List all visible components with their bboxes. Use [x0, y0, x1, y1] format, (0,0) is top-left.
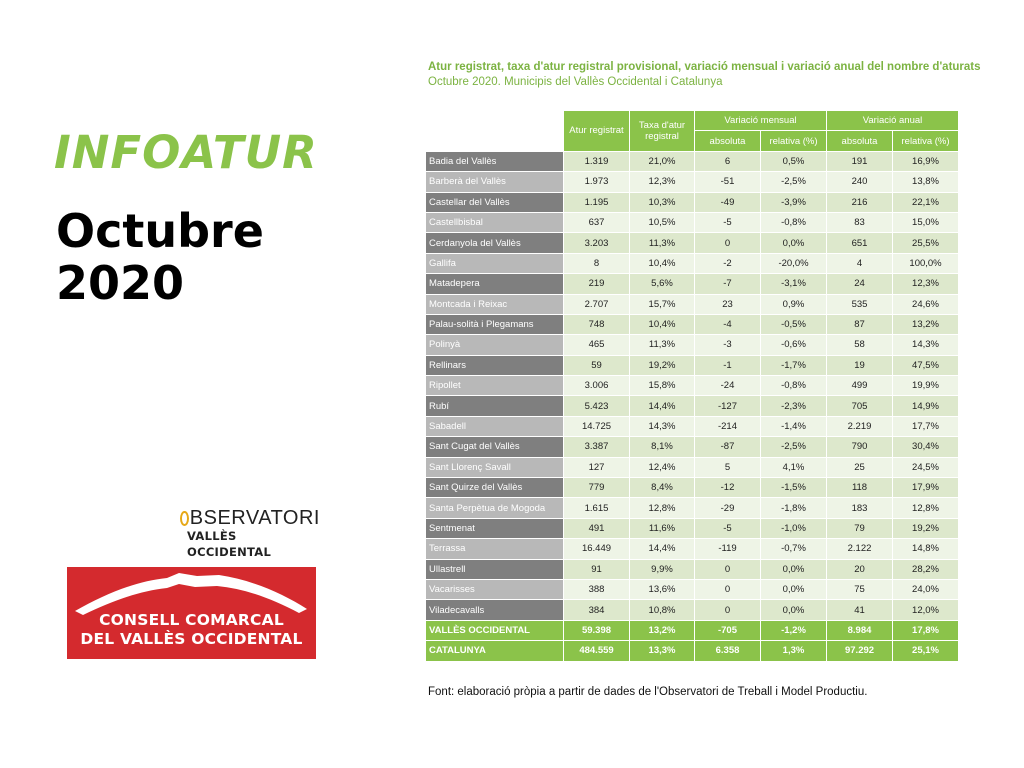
- municipality-cell: Ripollet: [426, 376, 564, 396]
- table-heading: [428, 60, 988, 90]
- municipality-cell: Sant Quirze del Vallès: [426, 478, 564, 498]
- municipality-cell: Cerdanyola del Vallès: [426, 233, 564, 253]
- table-row: [426, 151, 959, 171]
- header-empty: [426, 111, 564, 152]
- value-cell: 11,6%: [630, 518, 695, 538]
- value-cell: -24: [695, 376, 761, 396]
- municipality-cell: Polinyà: [426, 335, 564, 355]
- value-cell: 14,4%: [630, 539, 695, 559]
- value-cell: 219: [564, 274, 630, 294]
- value-cell: 14,8%: [893, 539, 959, 559]
- value-cell: 10,5%: [630, 212, 695, 232]
- value-cell: 14,4%: [630, 396, 695, 416]
- value-cell: 19,9%: [893, 376, 959, 396]
- value-cell: 58: [827, 335, 893, 355]
- value-cell: -5: [695, 212, 761, 232]
- period-title: [56, 205, 264, 309]
- value-cell: 191: [827, 151, 893, 171]
- value-cell: 0,0%: [761, 579, 827, 599]
- value-cell: 100,0%: [893, 253, 959, 273]
- value-cell: 0,0%: [761, 233, 827, 253]
- header-mensual-relativa: relativa (%): [761, 131, 827, 151]
- infoatur-title: INFOATUR: [54, 126, 318, 179]
- table-row: [426, 253, 959, 273]
- table-title: Atur registrat, taxa d'atur registral provisional, variació mensual i variació anual del nombre d'aturats: [428, 61, 981, 73]
- municipality-cell: Badia del Vallès: [426, 151, 564, 171]
- value-cell: 790: [827, 437, 893, 457]
- value-cell: -20,0%: [761, 253, 827, 273]
- value-cell: -4: [695, 314, 761, 334]
- council-logo: [67, 567, 316, 659]
- value-cell: 5: [695, 457, 761, 477]
- value-cell: 24,5%: [893, 457, 959, 477]
- value-cell: 240: [827, 172, 893, 192]
- value-cell: 17,7%: [893, 416, 959, 436]
- value-cell: -0,8%: [761, 376, 827, 396]
- value-cell: 8,1%: [630, 437, 695, 457]
- table-row: [426, 314, 959, 334]
- observatori-circle-icon: [180, 511, 189, 526]
- municipality-cell: Sant Cugat del Vallès: [426, 437, 564, 457]
- value-cell: 4,1%: [761, 457, 827, 477]
- value-cell: 384: [564, 600, 630, 620]
- value-cell: 388: [564, 579, 630, 599]
- value-cell: 15,7%: [630, 294, 695, 314]
- value-cell: 11,3%: [630, 233, 695, 253]
- value-cell: -0,8%: [761, 212, 827, 232]
- value-cell: -214: [695, 416, 761, 436]
- table-row: [426, 335, 959, 355]
- value-cell: -3,9%: [761, 192, 827, 212]
- value-cell: 24,0%: [893, 579, 959, 599]
- value-cell: 637: [564, 212, 630, 232]
- value-cell: 75: [827, 579, 893, 599]
- value-cell: 183: [827, 498, 893, 518]
- table-row: [426, 192, 959, 212]
- value-cell: -49: [695, 192, 761, 212]
- table-row: [426, 498, 959, 518]
- municipality-cell: Barberà del Vallès: [426, 172, 564, 192]
- unemployment-table: [425, 110, 959, 662]
- observatori-name-rest: BSERVATORI: [189, 507, 320, 529]
- value-cell: 3.387: [564, 437, 630, 457]
- value-cell: -2,5%: [761, 172, 827, 192]
- table-row: [426, 172, 959, 192]
- value-cell: -2,3%: [761, 396, 827, 416]
- municipality-cell: Matadepera: [426, 274, 564, 294]
- value-cell: -3,1%: [761, 274, 827, 294]
- value-cell: 20: [827, 559, 893, 579]
- value-cell: -7: [695, 274, 761, 294]
- value-cell: 1.319: [564, 151, 630, 171]
- municipality-cell: Ullastrell: [426, 559, 564, 579]
- value-cell: 0,5%: [761, 151, 827, 171]
- table-row: [426, 233, 959, 253]
- value-cell: 2.219: [827, 416, 893, 436]
- value-cell: 12,4%: [630, 457, 695, 477]
- value-cell: 13,8%: [893, 172, 959, 192]
- municipality-cell: Castellar del Vallès: [426, 192, 564, 212]
- municipality-cell: Santa Perpètua de Mogoda: [426, 498, 564, 518]
- value-cell: 97.292: [827, 641, 893, 661]
- value-cell: -5: [695, 518, 761, 538]
- value-cell: 19,2%: [630, 355, 695, 375]
- value-cell: 28,2%: [893, 559, 959, 579]
- value-cell: 0: [695, 600, 761, 620]
- header-var-anual: Variació anual: [827, 111, 959, 131]
- value-cell: 16,9%: [893, 151, 959, 171]
- value-cell: 2.707: [564, 294, 630, 314]
- value-cell: -119: [695, 539, 761, 559]
- value-cell: 1.973: [564, 172, 630, 192]
- municipality-cell: Terrassa: [426, 539, 564, 559]
- value-cell: 705: [827, 396, 893, 416]
- period-month: Octubre: [56, 204, 264, 258]
- value-cell: 1.615: [564, 498, 630, 518]
- value-cell: 0: [695, 579, 761, 599]
- value-cell: -2,5%: [761, 437, 827, 457]
- municipality-cell: Sant Llorenç Savall: [426, 457, 564, 477]
- value-cell: 12,0%: [893, 600, 959, 620]
- value-cell: 6: [695, 151, 761, 171]
- value-cell: 24: [827, 274, 893, 294]
- table-row: [426, 396, 959, 416]
- observatori-logo: [180, 507, 320, 559]
- value-cell: 21,0%: [630, 151, 695, 171]
- value-cell: -51: [695, 172, 761, 192]
- value-cell: -0,7%: [761, 539, 827, 559]
- value-cell: 25,1%: [893, 641, 959, 661]
- header-atur: Atur registrat: [564, 111, 630, 152]
- value-cell: 9,9%: [630, 559, 695, 579]
- header-anual-absoluta: absoluta: [827, 131, 893, 151]
- value-cell: -1,7%: [761, 355, 827, 375]
- table-row: [426, 294, 959, 314]
- observatori-subtitle: VALLÈS OCCIDENTAL: [187, 529, 272, 559]
- value-cell: 5,6%: [630, 274, 695, 294]
- municipality-cell: CATALUNYA: [426, 641, 564, 661]
- value-cell: -12: [695, 478, 761, 498]
- value-cell: 127: [564, 457, 630, 477]
- value-cell: 465: [564, 335, 630, 355]
- value-cell: 0,0%: [761, 559, 827, 579]
- table-body: [426, 151, 959, 661]
- observatori-name: [180, 508, 320, 528]
- table-row: [426, 539, 959, 559]
- municipality-cell: Rellinars: [426, 355, 564, 375]
- council-line-2: DEL VALLÈS OCCIDENTAL: [80, 630, 303, 648]
- value-cell: 59: [564, 355, 630, 375]
- value-cell: 59.398: [564, 620, 630, 640]
- value-cell: -1,2%: [761, 620, 827, 640]
- value-cell: 15,8%: [630, 376, 695, 396]
- value-cell: 0,0%: [761, 600, 827, 620]
- value-cell: -1: [695, 355, 761, 375]
- value-cell: -87: [695, 437, 761, 457]
- period-year: 2020: [56, 256, 185, 310]
- table-row: [426, 416, 959, 436]
- table-row: [426, 518, 959, 538]
- value-cell: 12,3%: [630, 172, 695, 192]
- value-cell: 1.195: [564, 192, 630, 212]
- value-cell: 10,4%: [630, 253, 695, 273]
- value-cell: 0,9%: [761, 294, 827, 314]
- value-cell: 8: [564, 253, 630, 273]
- municipality-cell: VALLÈS OCCIDENTAL: [426, 620, 564, 640]
- value-cell: 47,5%: [893, 355, 959, 375]
- header-anual-relativa: relativa (%): [893, 131, 959, 151]
- header-var-mensual: Variació mensual: [695, 111, 827, 131]
- council-line-1: CONSELL COMARCAL: [99, 611, 284, 629]
- value-cell: 87: [827, 314, 893, 334]
- value-cell: 216: [827, 192, 893, 212]
- table-row: [426, 579, 959, 599]
- value-cell: 14,3%: [893, 335, 959, 355]
- table-row: [426, 274, 959, 294]
- value-cell: 6.358: [695, 641, 761, 661]
- value-cell: 13,2%: [630, 620, 695, 640]
- table-row: [426, 600, 959, 620]
- value-cell: -1,0%: [761, 518, 827, 538]
- value-cell: 8.984: [827, 620, 893, 640]
- municipality-cell: Palau-solità i Plegamans: [426, 314, 564, 334]
- municipality-cell: Vacarisses: [426, 579, 564, 599]
- value-cell: 4: [827, 253, 893, 273]
- value-cell: 23: [695, 294, 761, 314]
- value-cell: 0: [695, 559, 761, 579]
- value-cell: -1,5%: [761, 478, 827, 498]
- table-row: [426, 559, 959, 579]
- value-cell: 25,5%: [893, 233, 959, 253]
- municipality-cell: Montcada i Reixac: [426, 294, 564, 314]
- value-cell: 1,3%: [761, 641, 827, 661]
- value-cell: 19,2%: [893, 518, 959, 538]
- value-cell: 25: [827, 457, 893, 477]
- value-cell: 118: [827, 478, 893, 498]
- value-cell: 499: [827, 376, 893, 396]
- value-cell: 15,0%: [893, 212, 959, 232]
- value-cell: 16.449: [564, 539, 630, 559]
- municipality-cell: Rubí: [426, 396, 564, 416]
- value-cell: -127: [695, 396, 761, 416]
- value-cell: 10,3%: [630, 192, 695, 212]
- value-cell: 41: [827, 600, 893, 620]
- total-row: [426, 641, 959, 661]
- value-cell: 11,3%: [630, 335, 695, 355]
- value-cell: 17,9%: [893, 478, 959, 498]
- header-taxa: Taxa d'atur registral: [630, 111, 695, 152]
- municipality-cell: Castellbisbal: [426, 212, 564, 232]
- value-cell: 13,3%: [630, 641, 695, 661]
- value-cell: 91: [564, 559, 630, 579]
- value-cell: -2: [695, 253, 761, 273]
- value-cell: 3.006: [564, 376, 630, 396]
- total-row: [426, 620, 959, 640]
- value-cell: 10,8%: [630, 600, 695, 620]
- value-cell: 491: [564, 518, 630, 538]
- value-cell: -705: [695, 620, 761, 640]
- value-cell: 24,6%: [893, 294, 959, 314]
- table-subtitle: Octubre 2020. Municipis del Vallès Occidental i Catalunya: [428, 76, 723, 88]
- table-row: [426, 376, 959, 396]
- value-cell: 12,3%: [893, 274, 959, 294]
- municipality-cell: Sentmenat: [426, 518, 564, 538]
- value-cell: -29: [695, 498, 761, 518]
- value-cell: 484.559: [564, 641, 630, 661]
- value-cell: 2.122: [827, 539, 893, 559]
- value-cell: -1,8%: [761, 498, 827, 518]
- value-cell: 83: [827, 212, 893, 232]
- value-cell: -3: [695, 335, 761, 355]
- value-cell: 13,2%: [893, 314, 959, 334]
- municipality-cell: Viladecavalls: [426, 600, 564, 620]
- value-cell: 10,4%: [630, 314, 695, 334]
- value-cell: 748: [564, 314, 630, 334]
- value-cell: -1,4%: [761, 416, 827, 436]
- value-cell: -0,6%: [761, 335, 827, 355]
- value-cell: 535: [827, 294, 893, 314]
- value-cell: 14,9%: [893, 396, 959, 416]
- header-mensual-absoluta: absoluta: [695, 131, 761, 151]
- value-cell: 13,6%: [630, 579, 695, 599]
- value-cell: 22,1%: [893, 192, 959, 212]
- value-cell: 651: [827, 233, 893, 253]
- value-cell: 14.725: [564, 416, 630, 436]
- value-cell: 5.423: [564, 396, 630, 416]
- value-cell: 779: [564, 478, 630, 498]
- value-cell: 12,8%: [893, 498, 959, 518]
- municipality-cell: Gallifa: [426, 253, 564, 273]
- table-row: [426, 212, 959, 232]
- value-cell: 12,8%: [630, 498, 695, 518]
- table-row: [426, 355, 959, 375]
- source-note: Font: elaboració pròpia a partir de dades de l'Observatori de Treball i Model Productiu.: [428, 686, 868, 698]
- municipality-cell: Sabadell: [426, 416, 564, 436]
- value-cell: -0,5%: [761, 314, 827, 334]
- table-row: [426, 437, 959, 457]
- value-cell: 3.203: [564, 233, 630, 253]
- value-cell: 8,4%: [630, 478, 695, 498]
- table-row: [426, 457, 959, 477]
- value-cell: 19: [827, 355, 893, 375]
- value-cell: 17,8%: [893, 620, 959, 640]
- value-cell: 79: [827, 518, 893, 538]
- value-cell: 0: [695, 233, 761, 253]
- value-cell: 30,4%: [893, 437, 959, 457]
- table-row: [426, 478, 959, 498]
- value-cell: 14,3%: [630, 416, 695, 436]
